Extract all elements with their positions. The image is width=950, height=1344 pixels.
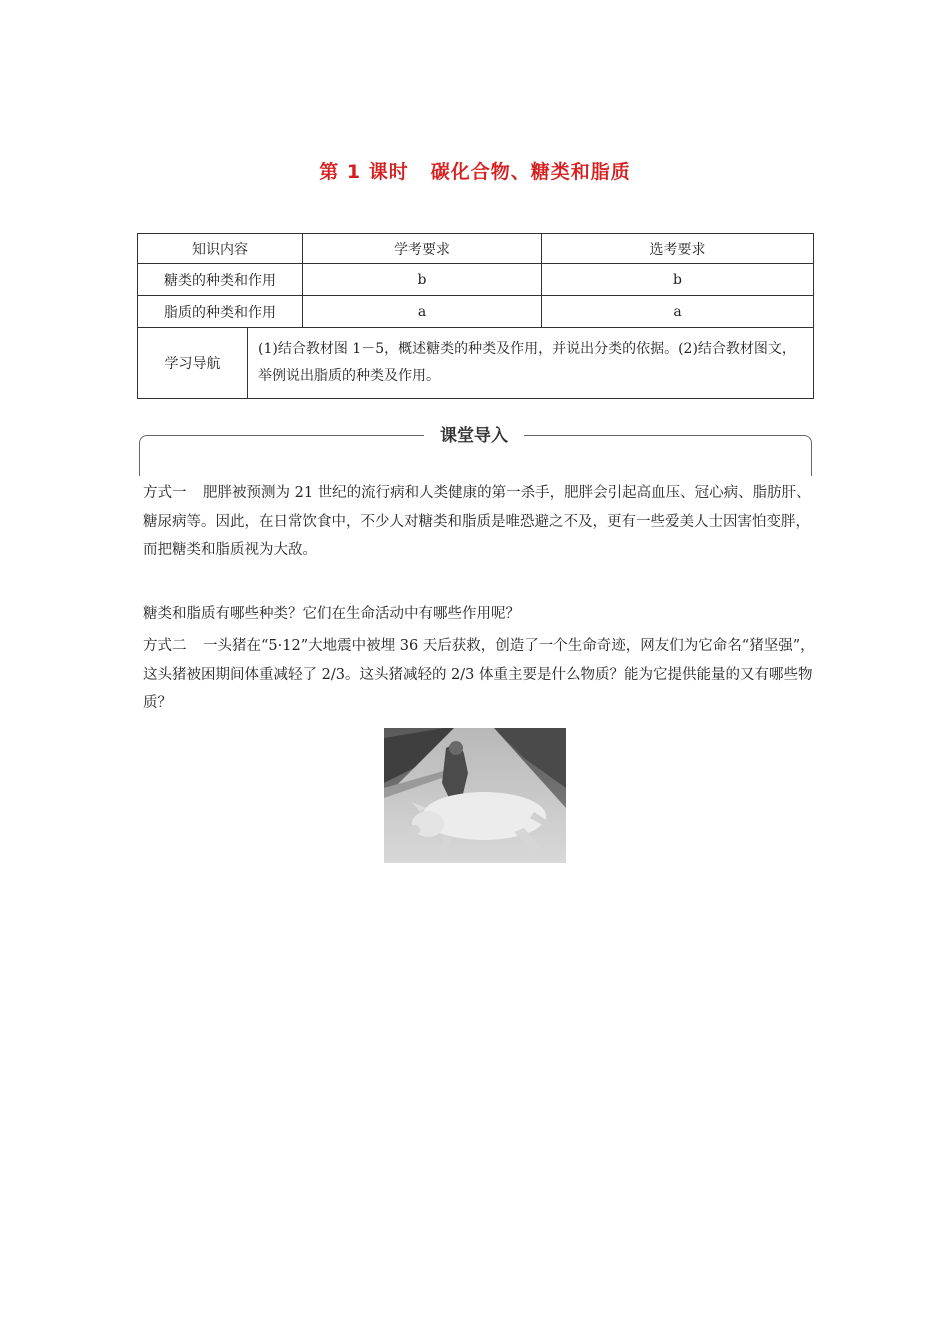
header-content: 知识内容 [138, 234, 303, 264]
intro-method-two [143, 632, 823, 718]
row-content: 脂质的种类和作用 [138, 296, 303, 328]
header-xuankao: 选考要求 [542, 234, 814, 264]
rescued-pig-photo [384, 728, 566, 863]
table-header-row [138, 234, 814, 264]
method-two-label: 方式二 [143, 638, 187, 654]
lesson-number: 第 1 课时 [319, 161, 409, 183]
method-one-text: 肥胖被预测为 21 世纪的流行病和人类健康的第一杀手，肥胖会引起高血压、冠心病、脂肪肝、糖尿病等。因此，在日常饮食中，不少人对糖类和脂质是唯恐避之不及，更有一些爱美人士因害怕变胖，而把糖类和脂质视为大敌。 [143, 485, 811, 558]
section-title: 课堂导入 [424, 425, 524, 447]
row-content: 糖类的种类和作用 [138, 264, 303, 296]
method-two-text: 一头猪在“5·12”大地震中被埋 36 天后获救，创造了一个生命奇迹，网友们为它命名“猪坚强”，这头猪被困期间体重减轻了 2/3。这头猪减轻的 2/3 体重主要是什么物质？能为它提供能量的又有哪些物质？ [143, 638, 815, 711]
guide-label: 学习导航 [138, 328, 248, 399]
header-xuekao: 学考要求 [303, 234, 542, 264]
intro-question: 糖类和脂质有哪些种类？它们在生命活动中有哪些作用呢？ [143, 606, 520, 622]
intro-method-one [143, 479, 823, 565]
row-xuekao: b [303, 264, 542, 296]
lesson-topic: 碳化合物、糖类和脂质 [430, 161, 631, 183]
page-title [0, 157, 950, 184]
section-header [139, 425, 812, 469]
table-row [138, 264, 814, 296]
requirements-table [137, 233, 814, 399]
row-xuankao: a [542, 296, 814, 328]
guide-text: (1)结合教材图 1－5，概述糖类的种类及作用，并说出分类的依据。(2)结合教材图文，举例说出脂质的种类及作用。 [248, 328, 814, 399]
method-one-label: 方式一 [143, 485, 187, 501]
table-row [138, 296, 814, 328]
row-xuekao: a [303, 296, 542, 328]
table-row-guide [138, 328, 814, 399]
row-xuankao: b [542, 264, 814, 296]
